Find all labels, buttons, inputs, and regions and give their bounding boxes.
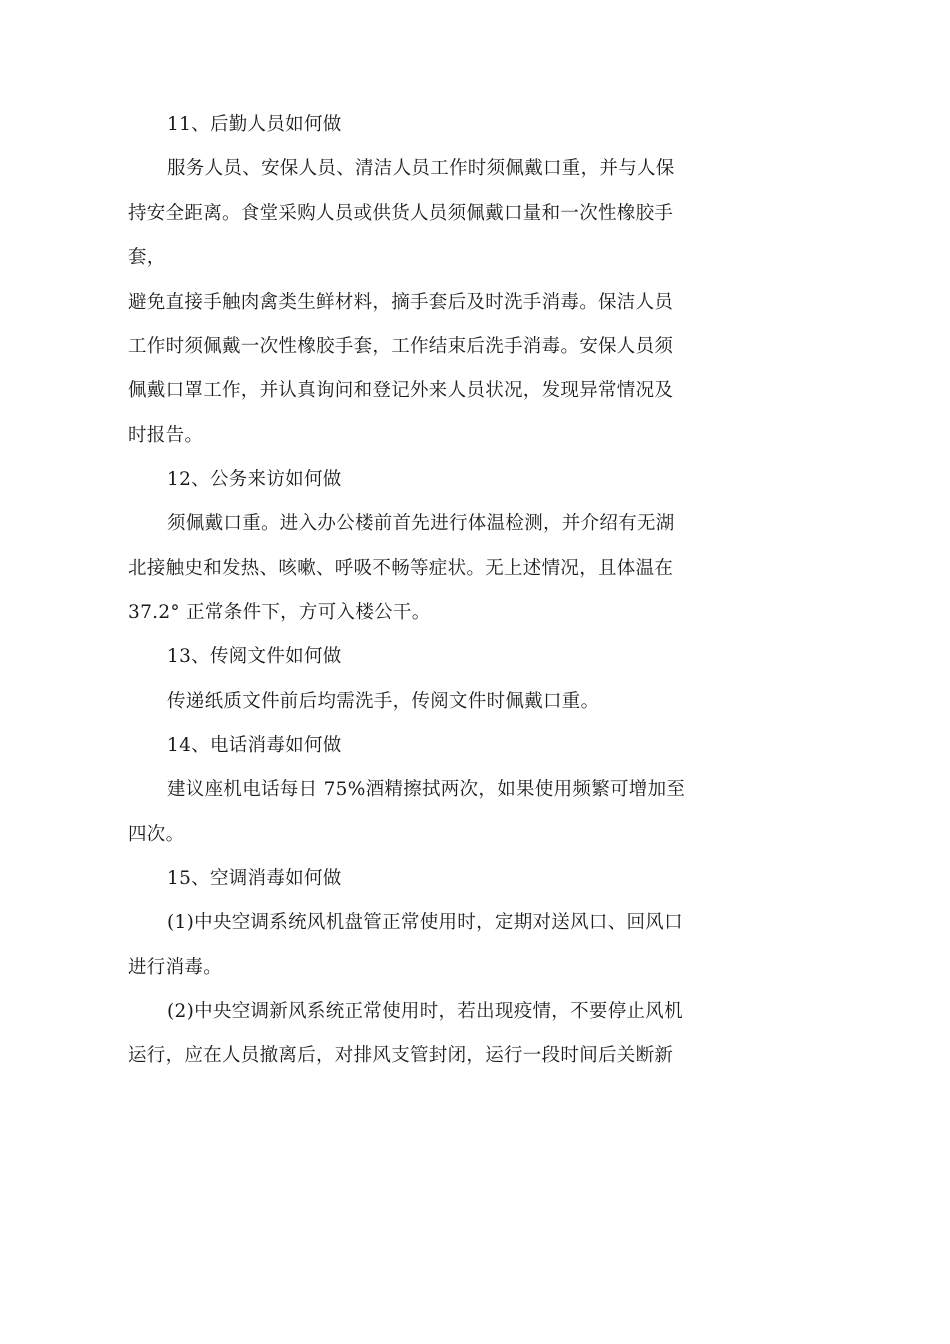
paragraph-line: 持安全距离。食堂采购人员或供货人员须佩戴口量和一次性橡胶手: [128, 203, 674, 224]
section-heading-15: 15、空调消毒如何做: [167, 868, 342, 889]
paragraph-line: 37.2° 正常条件下，方可入楼公干。: [128, 602, 431, 623]
paragraph-line: (1)中央空调系统风机盘管正常使用时，定期对送风口、回风口: [167, 912, 683, 933]
paragraph-line: 避免直接手触肉禽类生鲜材料，摘手套后及时洗手消毒。保洁人员: [128, 292, 674, 313]
section-heading-12: 12、公务来访如何做: [167, 469, 342, 490]
section-heading-11: 11、后勤人员如何做: [167, 114, 342, 135]
paragraph-line: 工作时须佩戴一次性橡胶手套，工作结束后洗手消毒。安保人员须: [128, 336, 674, 357]
paragraph-line: 进行消毒。: [128, 957, 223, 978]
paragraph-line: 四次。: [128, 824, 185, 845]
section-heading-14: 14、电话消毒如何做: [167, 735, 342, 756]
paragraph-line: 佩戴口罩工作，并认真询问和登记外来人员状况，发现异常情况及: [128, 380, 674, 401]
paragraph-line: 运行，应在人员撤离后，对排风支管封闭，运行一段时间后关断新: [128, 1045, 674, 1066]
paragraph-line: 服务人员、安保人员、清洁人员工作时须佩戴口重，并与人保: [167, 158, 675, 179]
paragraph-line: 传递纸质文件前后均需洗手，传阅文件时佩戴口重。: [167, 691, 600, 712]
paragraph-line: 时报告。: [128, 425, 204, 446]
section-heading-13: 13、传阅文件如何做: [167, 646, 342, 667]
paragraph-line: 须佩戴口重。进入办公楼前首先进行体温检测，并介绍有无湖: [167, 513, 675, 534]
paragraph-line: 北接触史和发热、咳嗽、呼吸不畅等症状。无上述情况，且体温在: [128, 558, 674, 579]
paragraph-line: (2)中央空调新风系统正常使用时，若出现疫情，不要停止风机: [167, 1001, 683, 1022]
paragraph-line: 套，: [128, 247, 166, 268]
paragraph-line: 建议座机电话每日 75%酒精擦拭两次，如果使用频繁可增加至: [167, 779, 686, 800]
